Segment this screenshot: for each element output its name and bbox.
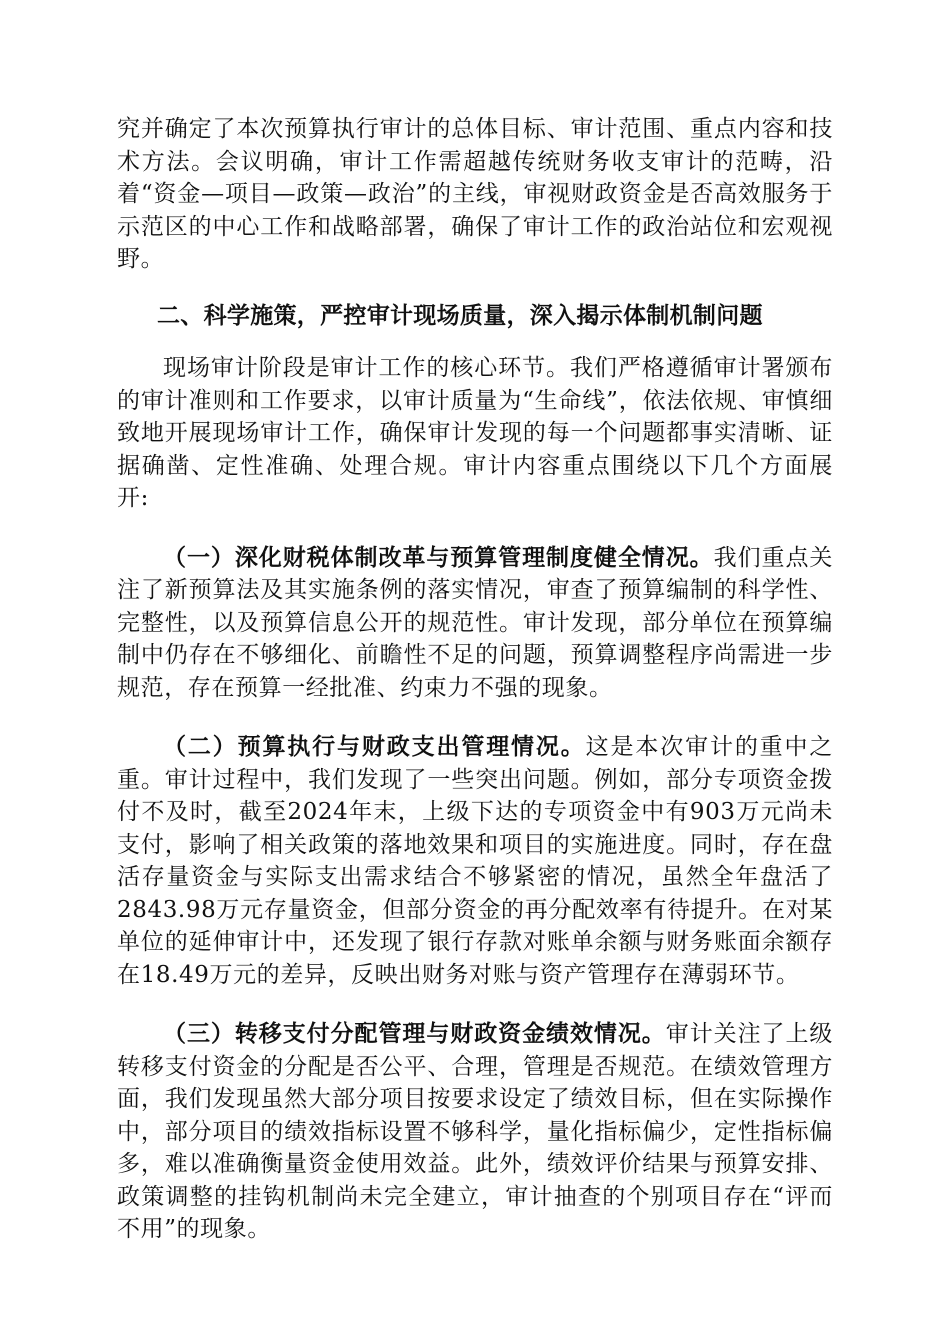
subsection-3-body: 审计关注了上级转移支付资金的分配是否公平、合理，管理是否规范。在绩效管理方面，我们发现虽然大部分项目按要求设定了绩效目标，但在实际操作中，部分项目的绩效指标设置不够科学，量化指标偏少，定性指标偏多，难以准确衡量资金使用效益。此外，绩效评价结果与预算安排、政策调整的挂钩机制尚未完全建立，审计抽查的个别项目存在“评而不用”的现象。 [117, 1021, 833, 1242]
paragraph-onsite-audit: 现场审计阶段是审计工作的核心环节。我们严格遵循审计署颁布的审计准则和工作要求，以审计质量为“生命线”，依法依规、审慎细致地开展现场审计工作，确保审计发现的每一个问题都事实清晰、证据确凿、定性准确、处理合规。审计内容重点围绕以下几个方面展开: [117, 355, 833, 511]
paragraph-spacer [117, 991, 833, 1018]
subsection-2-body: 这是本次审计的重中之重。审计过程中，我们发现了一些突出问题。例如，部分专项资金拨付不及时，截至2024年末，上级下达的专项资金中有903万元尚未支付，影响了相关政策的落地效果和项目的实施进度。同时，存在盘活存量资金与实际支出需求结合不够紧密的情况，虽然全年盘活了2843.98万元存量资金，但部分资金的再分配效率有待提升。在对某单位的延伸审计中，还发现了银行存款对账单余额与财务账面余额存在18.49万元的差异，反映出财务对账与资产管理存在薄弱环节。 [117, 734, 834, 988]
section-heading-2: 二、科学施策，严控审计现场质量，深入揭示体制机制问题 [157, 302, 763, 329]
subsection-1-body: 我们重点关注了新预算法及其实施条例的落实情况，审查了预算编制的科学性、完整性，以及预算信息公开的规范性。审计发现，部分单位在预算编制中仍存在不够细化、前瞻性不足的问题，预算调整程序尚需进一步规范，存在预算一经批准、约束力不强的现象。 [117, 544, 834, 701]
subsection-3-lead: （三）转移支付分配管理与财政资金绩效情况。 [163, 1021, 666, 1047]
subsection-2-lead: （二）预算执行与财政支出管理情况。 [163, 734, 586, 760]
paragraph-spacer [117, 515, 833, 542]
paragraph-continuation: 究并确定了本次预算执行审计的总体目标、审计范围、重点内容和技术方法。会议明确，审计工作需超越传统财务收支审计的范畴，沿着“资金—项目—政策—政治”的主线，审视财政资金是否高效服务于示范区的中心工作和战略部署，确保了审计工作的政治站位和宏观视野。 [117, 116, 833, 272]
subsection-1-lead: （一）深化财税体制改革与预算管理制度健全情况。 [163, 544, 714, 571]
document-page [117, 113, 833, 1246]
subsection-2 [117, 731, 833, 991]
paragraph-spacer [117, 704, 833, 731]
subsection-1 [117, 542, 833, 705]
subsection-3 [117, 1018, 833, 1246]
